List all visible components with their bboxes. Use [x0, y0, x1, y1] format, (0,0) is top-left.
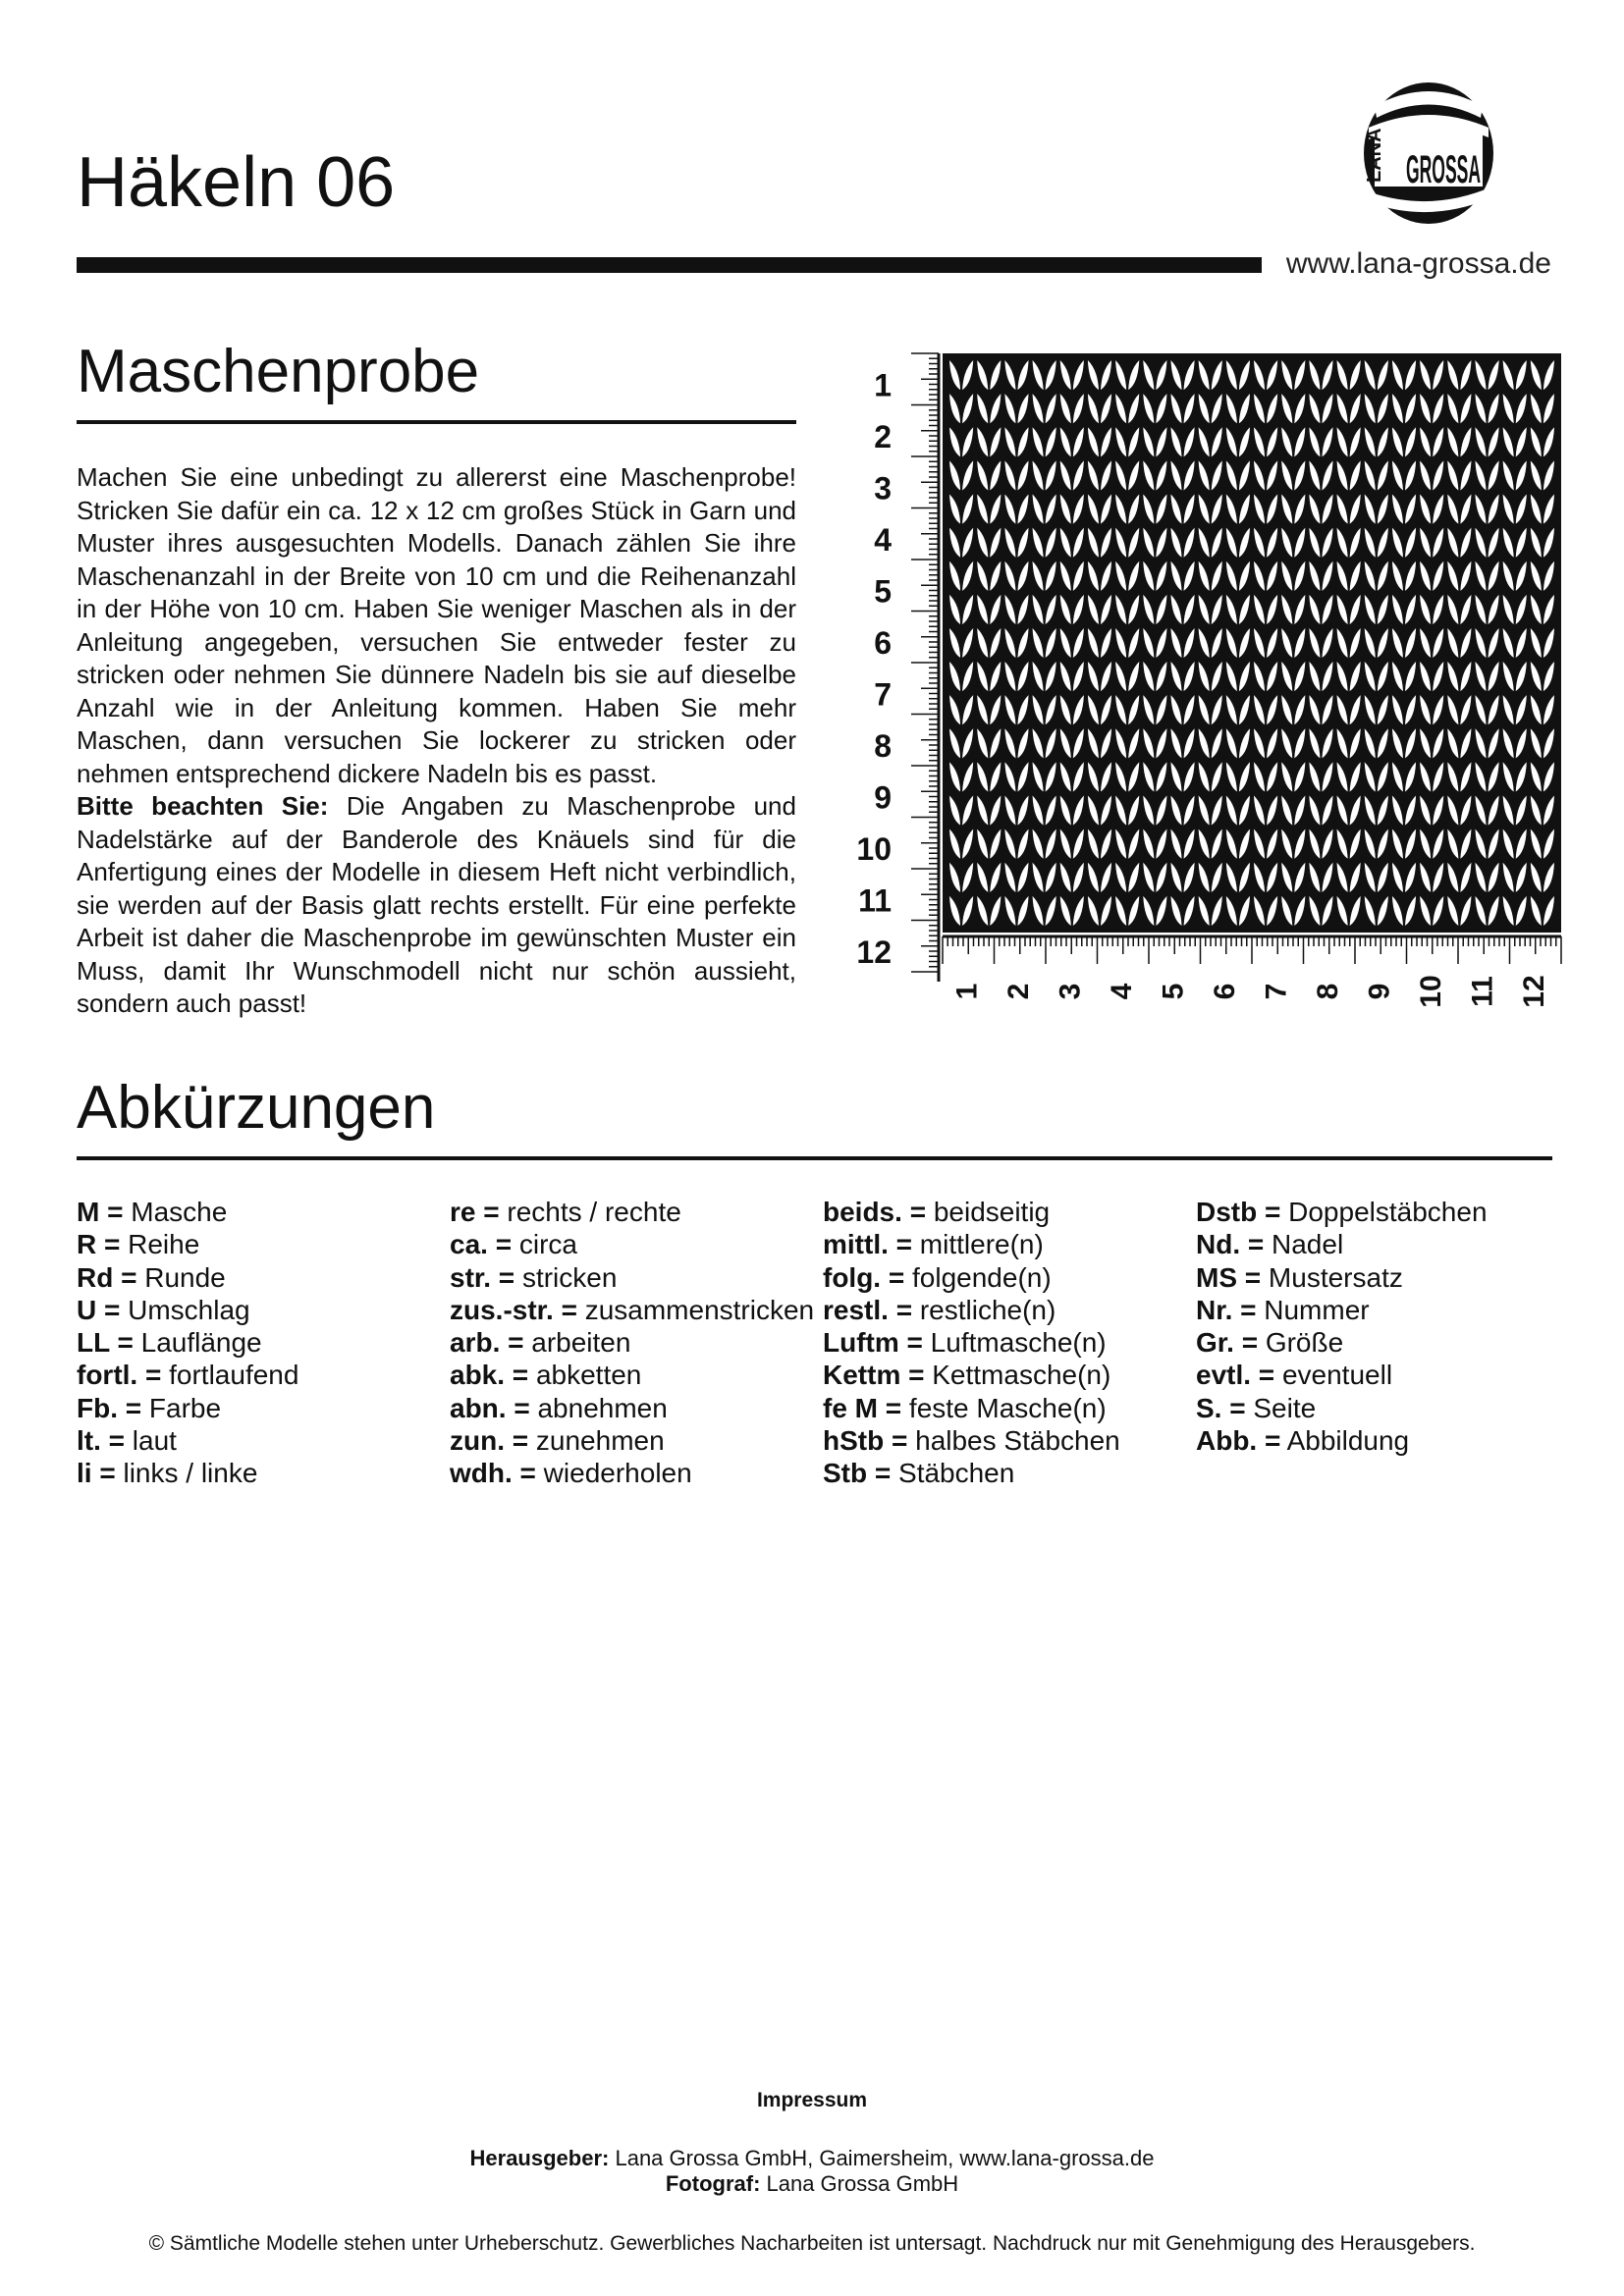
ruler-label-vertical: 5: [874, 573, 892, 610]
impressum-publisher: Herausgeber: Lana Grossa GmbH, Gaimersheim, www.lana-grossa.de: [469, 2146, 1155, 2170]
copyright-notice: © Sämtliche Modelle stehen unter Urheberschutz. Gewerbliches Nacharbeiten ist untersagt. Nachdruck nur mit Genehmigung des Herausgebers.: [148, 2232, 1476, 2255]
abbreviation-item: lt. = laut: [77, 1425, 177, 1457]
note-label: Bitte beachten Sie:: [77, 791, 329, 821]
svg-text:GROSSA: GROSSA: [1406, 148, 1481, 191]
abbreviation-item: abk. = abketten: [450, 1360, 642, 1391]
section-heading-abkuerzungen: Abkürzungen: [77, 1074, 436, 1142]
ruler-label-horizontal: 8: [1311, 983, 1344, 1000]
section-rule: [77, 420, 796, 424]
abbreviation-item: LL = Lauflänge: [77, 1327, 262, 1359]
ruler-label-vertical: 2: [874, 418, 892, 454]
abbreviation-item: U = Umschlag: [77, 1294, 250, 1325]
abbreviation-item: Nd. = Nadel: [1196, 1229, 1344, 1260]
abbreviation-item: wdh. = wiederholen: [450, 1458, 692, 1489]
svg-text:LANA: LANA: [1364, 128, 1385, 183]
ruler-label-vertical: 10: [856, 830, 892, 867]
abbreviation-item: Nr. = Nummer: [1196, 1294, 1370, 1325]
ruler-label-horizontal: 10: [1414, 975, 1447, 1008]
abbreviation-column: [450, 1196, 813, 1490]
abbreviation-item: M = Masche: [77, 1197, 228, 1227]
abbreviation-item: mittl. = mittlere(n): [823, 1229, 1044, 1260]
abbreviation-item: Abb. = Abbildung: [1196, 1425, 1410, 1457]
abbreviation-item: restl. = restliche(n): [823, 1294, 1056, 1325]
abbreviation-item: li = links / linke: [77, 1458, 258, 1489]
impressum-photographer: Fotograf: Lana Grossa GmbH: [665, 2171, 959, 2196]
abbreviation-item: ca. = circa: [450, 1229, 577, 1260]
abbreviation-item: folg. = folgende(n): [823, 1261, 1052, 1293]
abbreviation-item: S. = Seite: [1196, 1392, 1317, 1423]
ruler-label-vertical: 3: [874, 470, 892, 507]
lana-grossa-logo: [1345, 67, 1512, 234]
abbreviation-item: beids. = beidseitig: [823, 1197, 1051, 1227]
maschenprobe-text: [77, 461, 796, 1021]
abbreviation-item: hStb = halbes Stäbchen: [823, 1425, 1120, 1457]
ruler-label-horizontal: 9: [1363, 983, 1396, 1000]
ruler-label-horizontal: 3: [1054, 983, 1087, 1000]
abbreviation-item: abn. = abnehmen: [450, 1392, 668, 1423]
section-rule: [77, 1156, 1552, 1160]
ruler-label-vertical: 1: [874, 367, 892, 403]
ruler-label-vertical: 11: [858, 882, 892, 919]
intro-paragraph: Machen Sie eine unbedingt zu allererst eine Maschenprobe! Stricken Sie dafür ein ca. 12 x 12 cm großes Stück in Garn und Muster ihres ausgesuchten Modells. Danach zählen Sie ihre Maschenanzahl in der Breite von 10 cm und die Reihenanzahl in der Höhe von 10 cm. Haben Sie weniger Maschen als in der Anleitung angegeben, versuchen Sie entweder fester zu stricken oder nehmen Sie dünnere Nadeln bis sie auf dieselbe Anzahl wie in der Anleitung kommen. Haben Sie mehr Maschen, dann versuchen Sie lockerer zu stricken oder nehmen entsprechend dickere Nadeln bis es passt.: [77, 462, 796, 788]
ruler-label-vertical: 7: [874, 676, 892, 713]
ruler-label-horizontal: 5: [1157, 983, 1190, 1000]
ruler-label-horizontal: 11: [1466, 976, 1499, 1007]
ruler-label-horizontal: 12: [1517, 975, 1550, 1008]
abbreviation-item: Rd = Runde: [77, 1261, 226, 1293]
ruler-label-horizontal: 4: [1105, 983, 1138, 1000]
abbreviation-item: Gr. = Größe: [1196, 1327, 1344, 1359]
abbreviation-column: [77, 1196, 440, 1490]
gauge-ruler-diagram: [854, 353, 1561, 1011]
website-url[interactable]: www.lana-grossa.de: [1285, 247, 1551, 280]
abbreviation-column: [823, 1196, 1186, 1490]
abbreviation-item: fortl. = fortlaufend: [77, 1360, 299, 1391]
ruler-label-horizontal: 7: [1260, 983, 1293, 1000]
abbreviation-item: zun. = zunehmen: [450, 1425, 665, 1457]
abbreviation-item: Stb = Stäbchen: [823, 1458, 1015, 1489]
ruler-label-vertical: 9: [874, 779, 892, 816]
page-title: Häkeln 06: [77, 143, 396, 222]
section-heading-maschenprobe: Maschenprobe: [77, 338, 480, 405]
impressum-title: Impressum: [756, 2089, 868, 2111]
abbreviation-item: fe M = feste Masche(n): [823, 1392, 1107, 1423]
abbreviation-item: R = Reihe: [77, 1229, 200, 1260]
abbreviation-item: MS = Mustersatz: [1196, 1261, 1403, 1293]
abbreviation-column: [1196, 1196, 1559, 1457]
abbreviation-item: evtl. = eventuell: [1196, 1360, 1393, 1391]
ruler-label-horizontal: 6: [1208, 983, 1241, 1000]
abbreviation-item: arb. = arbeiten: [450, 1327, 631, 1359]
note-text: Die Angaben zu Maschenprobe und Nadelstärke auf der Banderole des Knäuels sind für die Anfertigung eines der Modelle in diesem Heft nicht verbindlich, sie werden auf der Basis glatt rechts erstellt. Für eine perfekte Arbeit ist daher die Maschenprobe im gewünschten Muster ein Muss, damit Ihr Wunschmodell nicht nur schön aussieht, sondern auch passt!: [77, 791, 796, 1018]
ruler-label-vertical: 12: [856, 934, 892, 970]
abbreviation-item: Fb. = Farbe: [77, 1392, 222, 1423]
ruler-label-horizontal: 1: [950, 983, 984, 1000]
abbreviation-item: zus.-str. = zusammenstricken: [450, 1294, 815, 1325]
abbreviation-item: Kettm = Kettmasche(n): [823, 1360, 1111, 1391]
abbreviation-item: Luftm = Luftmasche(n): [823, 1327, 1107, 1359]
ruler-label-vertical: 8: [874, 727, 892, 764]
abbreviation-item: Dstb = Doppelstäbchen: [1196, 1197, 1488, 1227]
abbreviation-item: re = rechts / rechte: [450, 1197, 681, 1227]
ruler-label-vertical: 4: [874, 521, 892, 558]
abbreviation-item: str. = stricken: [450, 1261, 618, 1293]
ruler-label-horizontal: 2: [1001, 983, 1035, 1000]
ruler-label-vertical: 6: [874, 624, 892, 661]
header-rule: [77, 257, 1262, 273]
